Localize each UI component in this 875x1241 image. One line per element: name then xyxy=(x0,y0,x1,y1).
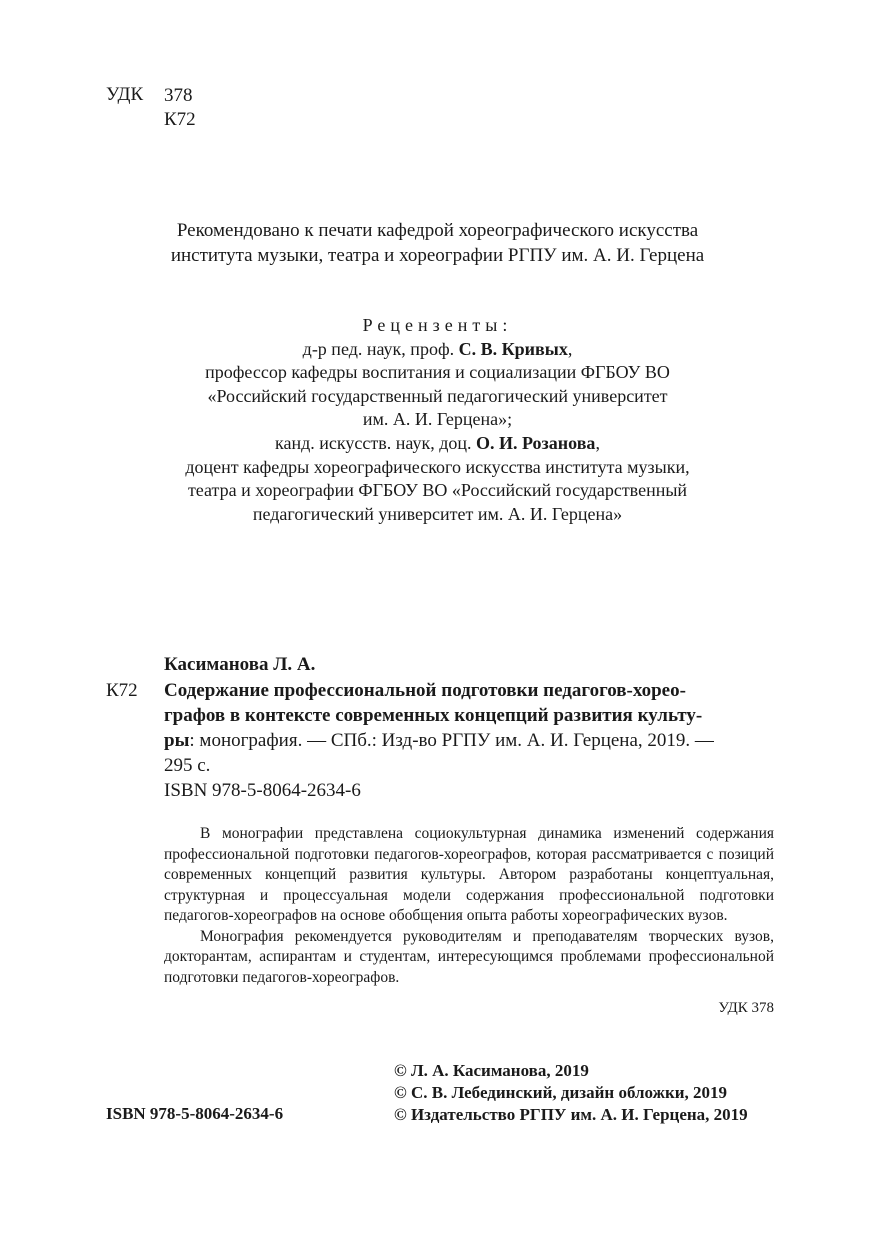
copyright-line: © Л. А. Касиманова, 2019 xyxy=(394,1061,589,1080)
reviewer-1: д-р пед. наук, проф. С. В. Кривых, xyxy=(302,338,573,359)
reviewers-heading: Рецензенты: xyxy=(362,315,513,335)
udk-code-2: К72 xyxy=(164,109,196,130)
reviewer-1-line: профессор кафедры воспитания и социализации ФГБОУ ВО xyxy=(205,362,670,383)
reviewers xyxy=(0,314,875,526)
book-author: Касиманова Л. А. xyxy=(164,654,316,675)
udk-code-1: 378 xyxy=(164,85,193,106)
udk-codes xyxy=(164,84,196,132)
reviewer-2-line: доцент кафедры хореографического искусства института музыки, xyxy=(185,456,690,477)
isbn-bottom: ISBN 978-5-8064-2634-6 xyxy=(106,1104,284,1123)
recommendation xyxy=(0,218,875,268)
reviewer-1-line: «Российский государственный педагогический университет xyxy=(207,385,668,406)
abstract-paragraph: В монографии представлена социокультурная динамика изменений содержания профессиональной подготовки педагогов-хореографов, которая рассматривается с позиций современных концепций развития культуры. Автором разработаны концептуальная, структурная и процессуальная модели содержания профессиональной подготовки педагогов-хореографов на основе обобщения опыта работы хореографических вузов. xyxy=(164,825,774,924)
reviewer-2-line: театра и хореографии ФГБОУ ВО «Российский государственный xyxy=(187,480,688,501)
copyright-line: © С. В. Лебединский, дизайн обложки, 2019 xyxy=(394,1083,728,1102)
recommendation-line: Рекомендовано к печати кафедрой хореографического искусства xyxy=(176,220,699,241)
copyright-block xyxy=(394,1060,748,1126)
book-code: К72 xyxy=(106,680,138,701)
udk-label: УДК xyxy=(106,84,144,105)
abstract xyxy=(164,824,774,988)
book-title: Содержание профессиональной подготовки педагогов-хорео- графов в контексте современных концепций развития культу- ры: монография. — СПб.: Изд-во РГПУ им. А. И. Герцена, 2019. — 295 с. xyxy=(164,678,776,778)
copyright-line: © Издательство РГПУ им. А. И. Герцена, 2019 xyxy=(394,1105,748,1124)
book-isbn: ISBN 978-5-8064-2634-6 xyxy=(164,780,361,801)
book-pages: 295 с. xyxy=(164,755,211,776)
recommendation-line: института музыки, театра и хореографии РГПУ им. А. И. Герцена xyxy=(170,245,705,266)
reviewer-1-line: им. А. И. Герцена»; xyxy=(362,409,513,430)
abstract-paragraph: Монография рекомендуется руководителям и преподавателям творческих вузов, докторантам, аспирантам и студентам, интересующимся проблемами профессиональной подготовки педагогов-хореографов. xyxy=(164,927,774,986)
reviewer-2-line: педагогический университет им. А. И. Герцена» xyxy=(252,503,623,524)
reviewer-2: канд. искусств. наук, доц. О. И. Розанова, xyxy=(275,432,600,453)
reviewer-1-name: С. В. Кривых xyxy=(458,338,568,359)
udk-right: УДК 378 xyxy=(718,1000,774,1016)
reviewer-2-name: О. И. Розанова xyxy=(476,432,596,453)
